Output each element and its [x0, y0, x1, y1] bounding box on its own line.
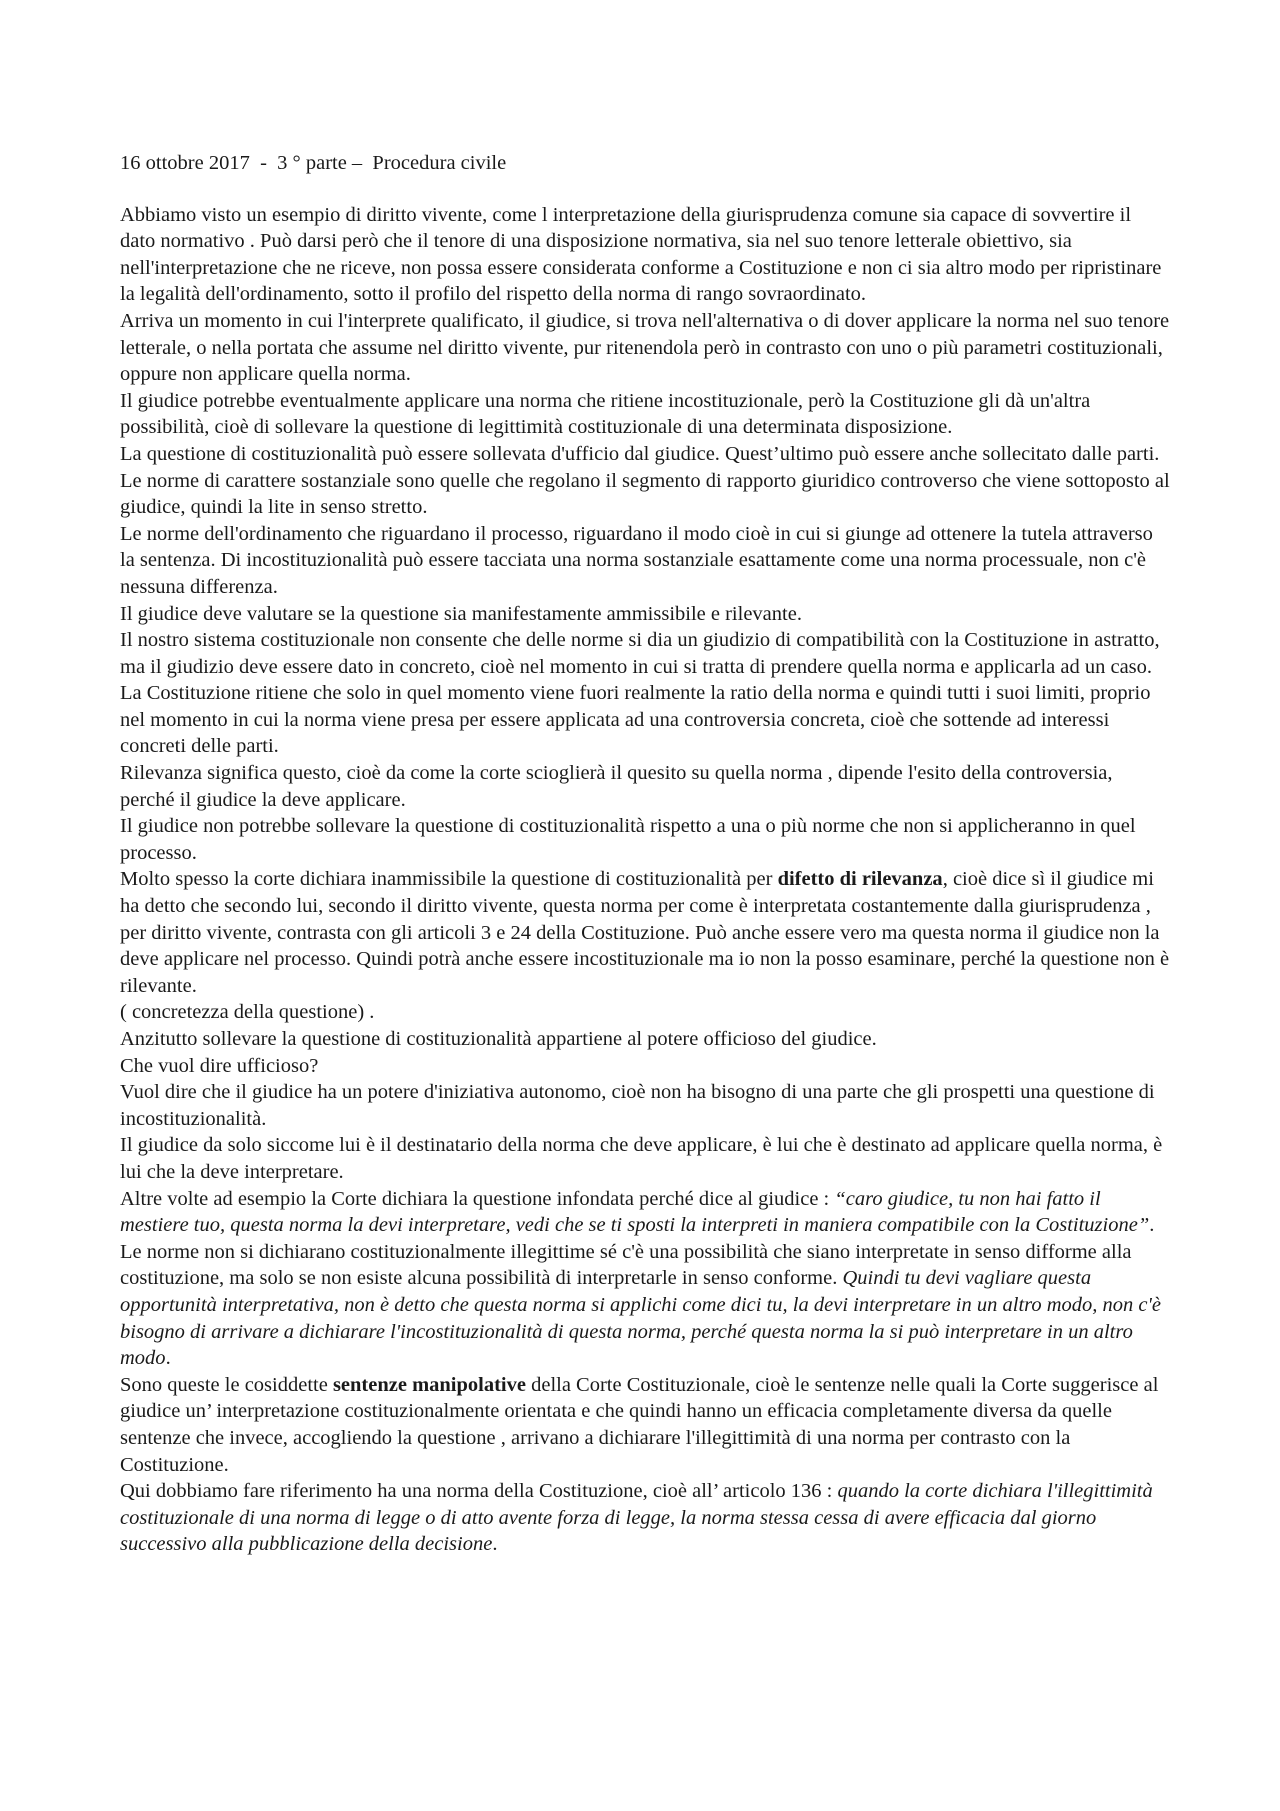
text-run: Anzitutto sollevare la questione di costituzionalità appartiene al potere officioso del giudice.: [120, 1028, 877, 1050]
paragraph: [120, 999, 1170, 1026]
text-run: La questione di costituzionalità può essere sollevata d'ufficio dal giudice. Quest’ultimo può essere anche sollecitato dalle parti.: [120, 442, 1160, 465]
bold-text: sentenze manipolative: [332, 1373, 526, 1396]
document-body: [120, 202, 1170, 1558]
text-run: Molto spesso la corte dichiara inammissibile la questione di costituzionalità per: [120, 868, 778, 891]
text-run: Abbiamo visto un esempio di diritto vivente, come l interpretazione della giurisprudenza comune sia capace di sovvertire il dato normativo . Può darsi però che il tenore di una disposizione normativa, sia nel suo tenore letterale obiettivo, sia nell'interpretazione che ne riceve, non possa essere considerata conforme a Costituzione e non ci sia altro modo per ripristinare la legalità dell'ordinamento, sotto il profilo del rispetto della norma di rango sovraordinato.: [120, 203, 1162, 306]
paragraph: [120, 1132, 1170, 1185]
text-run: .: [1149, 1214, 1155, 1237]
document-header: 16 ottobre 2017 - 3 ° parte – Procedura civile: [120, 152, 507, 174]
document-page: [120, 150, 1170, 1558]
text-run: Il nostro sistema costituzionale non consente che delle norme si dia un giudizio di compatibilità con la Costituzione in astratto, ma il giudizio deve essere dato in concreto, cioè nel momento in cui si tratta di prendere quella norma e applicarla ad un caso. La Costituzione ritiene che solo in quel momento viene fuori realmente la ratio della norma e quindi tutti i suoi limiti, proprio nel momento in cui la norma viene presa per essere applicata ad una controversia concreta, cioè che sottende ad interessi concreti delle parti.: [120, 629, 1160, 758]
paragraph: [120, 308, 1170, 388]
italic-text: quando la corte dichiara l'illegittimità costituzionale di una norma di legge o di atto avente forza di legge, la norma stessa cessa di avere efficacia dal giorno successivo alla pubblicazione della decisione: [120, 1480, 1153, 1556]
text-run: della Corte Costituzionale, cioè le sentenze nelle quali la Corte suggerisce al giudice un’ interpretazione costituzionalmente orientata e che quindi hanno un efficacia completamente diversa da quelle sentenze che invece, accogliendo la questione , arrivano a dichiarare l'illegittimità di una norma per contrasto con la Costituzione.: [120, 1373, 1159, 1476]
text-run: Il giudice potrebbe eventualmente applicare una norma che ritiene incostituzionale, però la Costituzione gli dà un'altra possibilità, cioè di sollevare la questione di legittimità costituzionale di una determinata disposizione.: [120, 389, 1091, 439]
paragraph: [120, 1372, 1170, 1478]
text-run: , cioè dice sì il giudice mi ha detto che secondo lui, secondo il diritto vivente, questa norma per come è interpretata costantemente dalla giurisprudenza , per diritto vivente, contrasta con gli articoli 3 e 24 della Costituzione. Può anche essere vero ma questa norma il giudice non la deve applicare nel processo. Quindi potrà anche essere incostituzionale ma io non la posso esaminare, perché la questione non è rilevante.: [120, 868, 1170, 997]
bold-text: difetto di rilevanza: [777, 868, 943, 891]
text-run: .: [165, 1347, 171, 1370]
text-run: Che vuol dire ufficioso?: [120, 1054, 319, 1077]
paragraph: [120, 627, 1170, 760]
text-run: Le norme dell'ordinamento che riguardano il processo, riguardano il modo cioè in cui si giunge ad ottenere la tutela attraverso la sentenza. Di incostituzionalità può essere tacciata una norma sostanziale esattamente come una norma processuale, non c'è nessuna differenza.: [120, 522, 1153, 598]
paragraph: [120, 866, 1170, 999]
paragraph: [120, 601, 1170, 628]
text-run: Arriva un momento in cui l'interprete qualificato, il giudice, si trova nell'alternativa o di dover applicare la norma nel suo tenore letterale, o nella portata che assume nel diritto vivente, pur ritenendola però in contrasto con uno o più parametri costituzionali, oppure non applicare quella norma.: [120, 309, 1170, 386]
paragraph: [120, 468, 1170, 521]
paragraph: [120, 1053, 1170, 1080]
text-run: Altre volte ad esempio la Corte dichiara la questione infondata perché dice al giudice :: [120, 1187, 835, 1210]
paragraph: [120, 388, 1170, 441]
paragraph: [120, 760, 1170, 813]
paragraph: [120, 1478, 1170, 1558]
paragraph: [120, 521, 1170, 601]
italic-text: “caro giudice, tu non hai fatto il mestiere tuo, questa norma la devi interpretare, vedi che se ti sposti la interpreti in maniera compatibile con la Costituzione”: [120, 1187, 1150, 1237]
italic-text: Quindi tu devi vagliare questa opportunità interpretativa, non è detto che questa norma si applichi come dici tu, la devi interpretare in un altro modo, non c'è bisogno di arrivare a dichiarare l'incostituzionalità di questa norma, perché questa norma la si può interpretare in un altro modo: [120, 1267, 1161, 1370]
paragraph: [120, 1239, 1170, 1372]
paragraph: [120, 1079, 1170, 1132]
text-run: Le norme di carattere sostanziale sono quelle che regolano il segmento di rapporto giuridico controverso che viene sottoposto al giudice, quindi la lite in senso stretto.: [120, 469, 1170, 519]
text-run: Vuol dire che il giudice ha un potere d'iniziativa autonomo, cioè non ha bisogno di una parte che gli prospetti una questione di incostituzionalità.: [120, 1081, 1155, 1130]
text-run: Il giudice non potrebbe sollevare la questione di costituzionalità rispetto a una o più norme che non si applicheranno in quel processo.: [120, 815, 1136, 864]
paragraph: [120, 813, 1170, 866]
text-run: Il giudice deve valutare se la questione sia manifestamente ammissibile e rilevante.: [120, 602, 802, 625]
text-run: Sono queste le cosiddette: [120, 1373, 333, 1396]
text-run: Il giudice da solo siccome lui è il destinatario della norma che deve applicare, è lui che è destinato ad applicare quella norma, è lui che la deve interpretare.: [120, 1134, 1163, 1183]
text-run: Le norme non si dichiarano costituzionalmente illegittime sé c'è una possibilità che siano interpretate in senso difforme alla costituzione, ma solo se non esiste alcuna possibilità di interpretarle in senso conforme.: [120, 1240, 1132, 1290]
text-run: Rilevanza significa questo, cioè da come la corte scioglierà il quesito su quella norma , dipende l'esito della controversia, perché il giudice la deve applicare.: [120, 762, 1113, 811]
paragraph: [120, 1026, 1170, 1053]
paragraph: [120, 1186, 1170, 1239]
paragraph: [120, 202, 1170, 308]
text-run: .: [492, 1533, 498, 1556]
paragraph: [120, 441, 1170, 468]
text-run: ( concretezza della questione) .: [120, 1001, 375, 1024]
text-run: Qui dobbiamo fare riferimento ha una norma della Costituzione, cioè all’ articolo 136 :: [120, 1480, 838, 1503]
